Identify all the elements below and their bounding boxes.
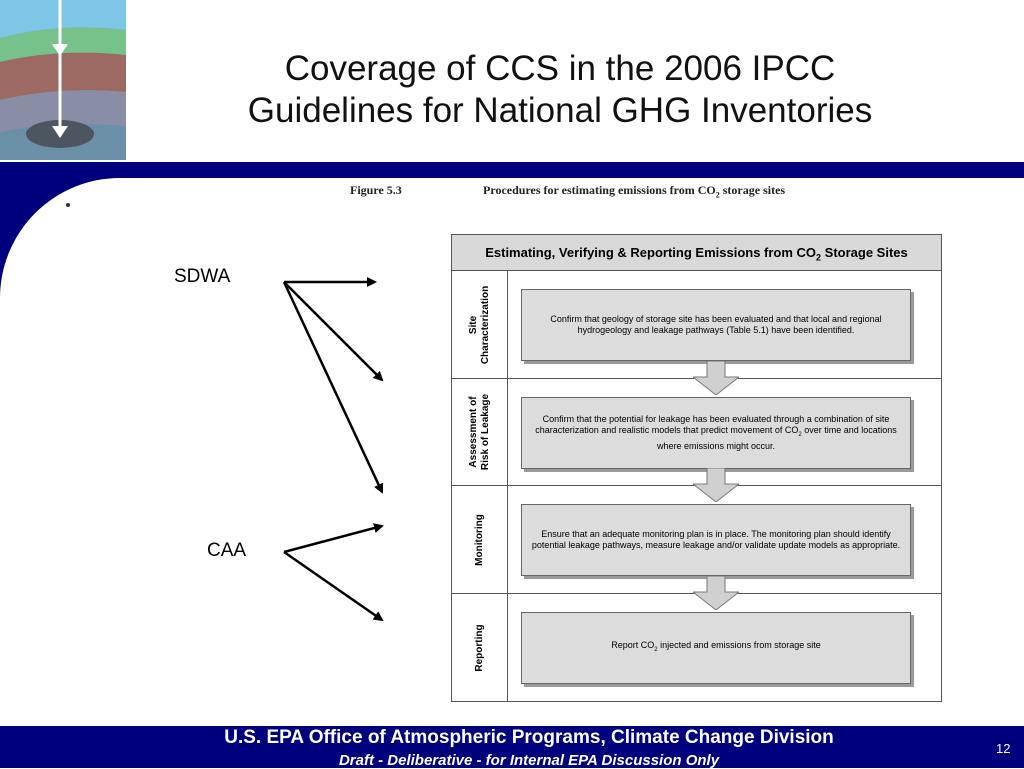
caa-arrows xyxy=(284,526,382,620)
sdwa-label: SDWA xyxy=(174,266,231,287)
row-label-cell xyxy=(452,594,508,701)
row-label xyxy=(468,394,492,470)
logo-geology-icon xyxy=(0,0,126,160)
down-arrow-icon xyxy=(693,468,739,502)
row-label-cell xyxy=(452,379,508,485)
caption-sub: 2 xyxy=(715,190,720,200)
row-label-line: Risk of Leakage xyxy=(479,393,491,471)
step-text xyxy=(526,414,906,452)
step-box xyxy=(521,612,911,684)
step-box: Confirm that geology of storage site has been evaluated and that local and regional hydrogeology and leakage pathways (Table 5.1) have been identified. xyxy=(521,289,911,361)
row-label-line: Assessment of xyxy=(467,396,479,468)
row-label-cell xyxy=(452,271,508,378)
step-text-post: injected and emissions from storage site xyxy=(657,640,821,651)
row-reporting xyxy=(452,594,941,701)
bullet-dot xyxy=(66,203,70,207)
figure-number: Figure 5.3 xyxy=(350,183,402,197)
step-text xyxy=(611,640,820,656)
figure-caption-text xyxy=(483,183,785,199)
slide-title xyxy=(140,48,980,132)
caption-post: storage sites xyxy=(719,183,786,197)
arrow-caa-reporting xyxy=(284,552,382,620)
step-text-pre: Confirm that the potential for leakage has been evaluated through a combination of site characterization and realistic models that predict movement of CO xyxy=(535,414,890,436)
flowchart-header xyxy=(452,235,941,271)
header-sub: 2 xyxy=(816,252,822,263)
row-label-line: Site xyxy=(467,315,479,334)
step-box xyxy=(521,397,911,469)
footer-line2: Draft - Deliberative - for Internal EPA Discussion Only xyxy=(338,752,720,769)
sdwa-arrows xyxy=(284,282,382,492)
connector-arrows xyxy=(270,260,400,630)
row-label: Monitoring xyxy=(473,513,485,566)
header-post: Storage Sites xyxy=(821,245,908,260)
row-label xyxy=(468,285,492,363)
footer-line1: U.S. EPA Office of Atmospheric Programs, Climate Change Division xyxy=(224,727,834,748)
row-label: Reporting xyxy=(473,623,485,672)
page-number: 12 xyxy=(996,741,1011,756)
figure-caption xyxy=(350,183,950,203)
header-pre: Estimating, Verifying & Reporting Emissions from CO xyxy=(485,245,817,260)
step-text-sub: 2 xyxy=(654,646,658,653)
arrow-caa-monitoring xyxy=(284,526,382,552)
step-text-pre: Report CO xyxy=(611,640,655,651)
row-label-cell xyxy=(452,486,508,593)
slide-title-line2: Guidelines for National GHG Inventories xyxy=(247,91,873,130)
down-arrow-icon xyxy=(693,576,739,610)
arrow-sdwa-monitoring xyxy=(284,282,382,492)
down-arrow-icon xyxy=(693,361,739,395)
row-label-line: Characterization xyxy=(479,285,491,364)
arrow-sdwa-risk xyxy=(284,282,382,380)
step-text-sub: 2 xyxy=(798,431,802,438)
flowchart xyxy=(451,234,942,702)
caa-label: CAA xyxy=(207,540,247,561)
step-box: Ensure that an adequate monitoring plan is in place. The monitoring plan should identify potential leakage pathways, measure leakage and/or validate update models as appropriate. xyxy=(521,504,911,576)
step-text-post: over time and locations where emissions might occur. xyxy=(656,425,897,451)
slide-title-line1: Coverage of CCS in the 2006 IPCC xyxy=(284,49,836,88)
caption-pre: Procedures for estimating emissions from CO xyxy=(483,183,716,197)
